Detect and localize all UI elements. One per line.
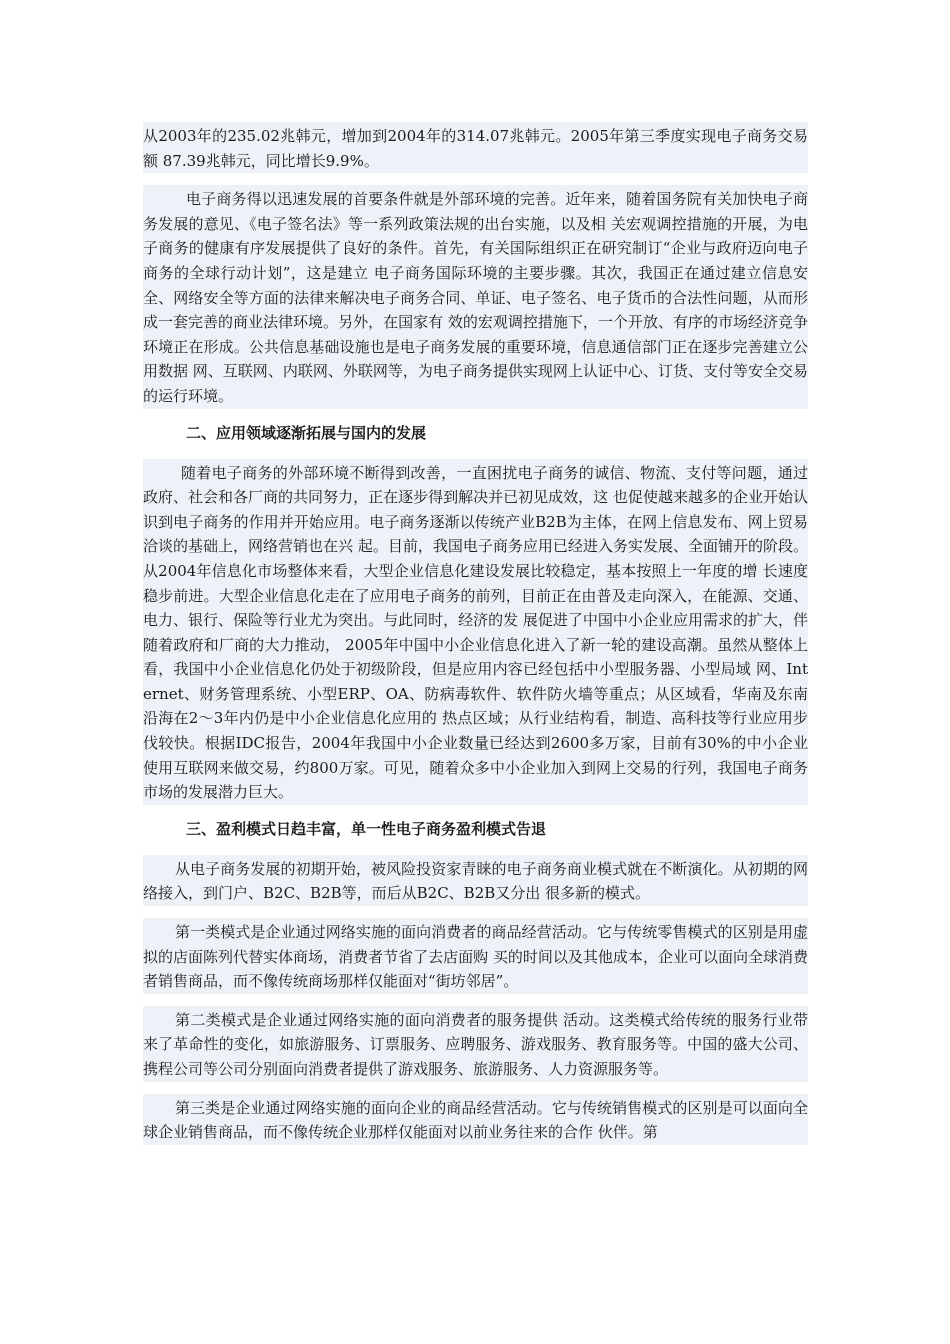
paragraph-intro-statistics: 从2003年的235.02兆韩元，增加到2004年的314.07兆韩元。2005年第三季度实现电子商务交易额 87.39兆韩元，同比增长9.9%。 xyxy=(143,122,808,173)
paragraph-model-type-1: 第一类模式是企业通过网络实施的面向消费者的商品经营活动。它与传统零售模式的区别是用虚拟的店面陈列代替实体商场，消费者节省了去店面购 买的时间以及其他成本，企业可以面向全球消费者销售商品，而不像传统商场那样仅能面对“街坊邻居”。 xyxy=(143,918,808,994)
section-heading-profit-models: 三、盈利模式日趋丰富，单一性电子商务盈利模式告退 xyxy=(143,817,808,841)
paragraph-business-model-evolution: 从电子商务发展的初期开始，被风险投资家青睐的电子商务商业模式就在不断演化。从初期的网络接入，到门户、B2C、B2B等，而后从B2C、B2B又分出 很多新的模式。 xyxy=(143,855,808,906)
paragraph-model-type-3: 第三类是企业通过网络实施的面向企业的商品经营活动。它与传统销售模式的区别是可以面向全球企业销售商品，而不像传统企业那样仅能面对以前业务往来的合作 伙伴。第 xyxy=(143,1094,808,1145)
paragraph-external-environment: 电子商务得以迅速发展的首要条件就是外部环境的完善。近年来，随着国务院有关加快电子商务发展的意见、《电子签名法》等一系列政策法规的出台实施，以及相 关宏观调控措施的开展，为电子商务的健康有序发展提供了良好的条件。首先，有关国际组织正在研究制订“企业与政府迈向电子商务的全球行动计划”，这是建立 电子商务国际环境的主要步骤。其次，我国正在通过建立信息安全、网络安全等方面的法律来解决电子商务合同、单证、电子签名、电子货币的合法性问题，从而形 成一套完善的商业法律环境。另外，在国家有 效的宏观调控措施下，一个开放、有序的市场经济竞争环境正在形成。公共信息基础设施也是电子商务发展的重要环境，信息通信部门正在逐步完善建立公用数据 网、互联网、内联网、外联网等，为电子商务提供实现网上认证中心、订货、支付等安全交易的运行环境。 xyxy=(143,185,808,408)
section-heading-application-fields: 二、应用领域逐渐拓展与国内的发展 xyxy=(143,421,808,445)
paragraph-domestic-development: 随着电子商务的外部环境不断得到改善，一直困扰电子商务的诚信、物流、支付等问题，通过政府、社会和各厂商的共同努力，正在逐步得到解决并已初见成效，这 也促使越来越多的企业开始认识到电子商务的作用并开始应用。电子商务逐渐以传统产业B2B为主体，在网上信息发布、网上贸易洽谈的基础上，网络营销也在兴 起。目前，我国电子商务应用已经进入务实发展、全面铺开的阶段。从2004年信息化市场整体来看，大型企业信息化建设发展比较稳定，基本按照上一年度的增 长速度稳步前进。大型企业信息化走在了应用电子商务的前列，目前正在由普及走向深入，在能源、交通、电力、银行、保险等行业尤为突出。与此同时，经济的发 展促进了中国中小企业应用需求的扩大，伴随着政府和厂商的大力推动， 2005年中国中小企业信息化进入了新一轮的建设高潮。虽然从整体上看，我国中小企业信息化仍处于初级阶段，但是应用内容已经包括中小型服务器、小型局域 网、Internet、财务管理系统、小型ERP、OA、防病毒软件、软件防火墙等重点；从区域看，华南及东南沿海在2～3年内仍是中小企业信息化应用的 热点区域；从行业结构看，制造、高科技等行业应用步伐较快。根据IDC报告，2004年我国中小企业数量已经达到2600多万家，目前有30%的中小企业 使用互联网来做交易，约800万家。可见，随着众多中小企业加入到网上交易的行列，我国电子商务市场的发展潜力巨大。 xyxy=(143,459,808,805)
paragraph-model-type-2: 第二类模式是企业通过网络实施的面向消费者的服务提供 活动。这类模式给传统的服务行业带来了革命性的变化，如旅游服务、订票服务、应聘服务、游戏服务、教育服务等。中国的盛大公司、携程公司等公司分别面向消费者提供了游戏服务、旅游服务、人力资源服务等。 xyxy=(143,1006,808,1082)
document-page xyxy=(143,122,808,1157)
